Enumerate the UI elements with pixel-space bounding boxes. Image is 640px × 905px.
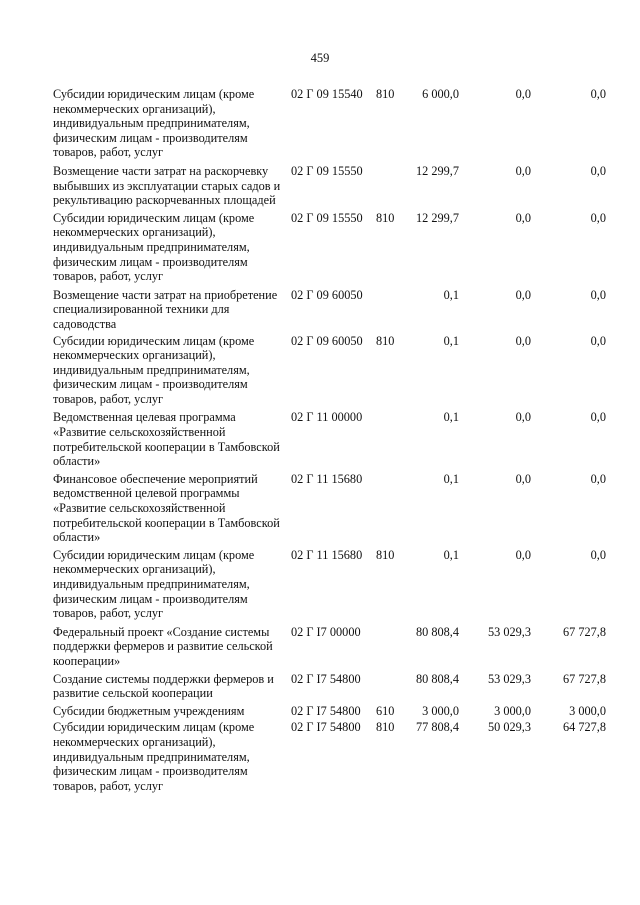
row-value-1: 0,1 <box>443 287 459 302</box>
row-name: Субсидии юридическим лицам (кроме некоммерческих организаций), индивидуальным предпринимателям, физическим лицам - производителям товаров, работ, услуг <box>53 87 255 160</box>
budget-table <box>53 87 606 793</box>
row-code: 02 Г 09 60050 <box>291 333 363 348</box>
row-value-3: 0,0 <box>590 333 606 348</box>
row-name: Субсидии юридическим лицам (кроме некоммерческих организаций), индивидуальным предпринимателям, физическим лицам - производителям товаров, работ, услуг <box>53 333 255 406</box>
table-row <box>53 87 606 160</box>
row-value-2: 53 029,3 <box>487 671 531 686</box>
row-value-3: 0,0 <box>590 410 606 425</box>
row-value-1: 0,1 <box>443 410 459 425</box>
row-value-3: 0,0 <box>590 163 606 178</box>
page-number: 459 <box>310 51 330 65</box>
row-value-2: 0,0 <box>515 547 531 562</box>
row-value-1: 12 299,7 <box>415 210 459 225</box>
row-expense-type <box>376 625 398 669</box>
row-value-3: 0,0 <box>590 87 606 101</box>
row-expense-type: 810 <box>376 87 395 101</box>
row-value-2: 3 000,0 <box>494 703 531 718</box>
table-row <box>53 704 606 719</box>
row-value-2: 0,0 <box>515 87 531 101</box>
row-name: Возмещение части затрат на раскорчевку выбывших из эксплуатации старых садов и рекультивацию раскорчеванных площадей <box>53 163 281 208</box>
row-value-1: 80 808,4 <box>415 624 459 639</box>
row-value-2: 50 029,3 <box>487 720 531 735</box>
row-value-1: 12 299,7 <box>415 163 459 178</box>
row-value-2: 0,0 <box>515 210 531 225</box>
table-row <box>53 288 606 332</box>
row-expense-type: 610 <box>376 703 395 718</box>
row-expense-type: 810 <box>376 333 395 348</box>
table-row <box>53 625 606 669</box>
table-row <box>53 548 606 621</box>
row-name: Создание системы поддержки фермеров и развитие сельской кооперации <box>53 671 274 701</box>
row-value-1: 6 000,0 <box>422 87 459 101</box>
row-expense-type <box>376 288 398 332</box>
table-row <box>53 164 606 208</box>
row-code: 02 Г I7 54800 <box>291 720 361 735</box>
row-value-1: 0,1 <box>443 471 459 486</box>
row-value-3: 64 727,8 <box>562 720 606 735</box>
row-value-2: 0,0 <box>515 410 531 425</box>
row-value-3: 67 727,8 <box>562 671 606 686</box>
table-row <box>53 211 606 284</box>
row-code: 02 Г I7 00000 <box>291 624 361 639</box>
row-expense-type: 810 <box>376 547 395 562</box>
row-code: 02 Г 11 00000 <box>291 410 363 425</box>
table-row <box>53 410 606 468</box>
row-code: 02 Г 09 15540 <box>291 87 363 101</box>
table-row <box>53 720 606 793</box>
row-code: 02 Г 11 15680 <box>291 471 363 486</box>
row-code: 02 Г I7 54800 <box>291 703 361 718</box>
row-code: 02 Г 09 60050 <box>291 287 363 302</box>
row-name: Федеральный проект «Создание системы поддержки фермеров и развитие сельской кооперации» <box>53 624 273 668</box>
row-value-3: 0,0 <box>590 547 606 562</box>
row-value-3: 3 000,0 <box>569 703 606 718</box>
table-row <box>53 672 606 701</box>
row-expense-type <box>376 672 398 701</box>
row-value-1: 77 808,4 <box>415 720 459 735</box>
row-name: Субсидии бюджетным учреждениям <box>53 703 245 718</box>
row-expense-type <box>376 410 398 468</box>
row-code: 02 Г I7 54800 <box>291 671 361 686</box>
row-value-1: 0,1 <box>443 547 459 562</box>
row-value-2: 53 029,3 <box>487 624 531 639</box>
table-row <box>53 334 606 407</box>
row-value-3: 0,0 <box>590 471 606 486</box>
row-name: Субсидии юридическим лицам (кроме некоммерческих организаций), индивидуальным предпринимателям, физическим лицам - производителям товаров, работ, услуг <box>53 210 255 284</box>
row-value-2: 0,0 <box>515 287 531 302</box>
row-code: 02 Г 09 15550 <box>291 210 363 225</box>
row-expense-type <box>376 164 398 208</box>
row-expense-type <box>376 472 398 545</box>
row-name: Субсидии юридическим лицам (кроме некоммерческих организаций), индивидуальным предпринимателям, физическим лицам - производителям товаров, работ, услуг <box>53 720 255 793</box>
row-value-1: 3 000,0 <box>422 703 459 718</box>
row-value-3: 0,0 <box>590 287 606 302</box>
row-value-1: 80 808,4 <box>415 671 459 686</box>
row-name: Ведомственная целевая программа «Развитие сельскохозяйственной потребительской кооперации в Тамбовской области» <box>53 410 280 469</box>
row-code: 02 Г 11 15680 <box>291 547 363 562</box>
row-value-1: 0,1 <box>443 333 459 348</box>
row-name: Субсидии юридическим лицам (кроме некоммерческих организаций), индивидуальным предпринимателям, физическим лицам - производителям товаров, работ, услуг <box>53 547 255 621</box>
row-name: Финансовое обеспечение мероприятий ведомственной целевой программы «Развитие сельскохозяйственной потребительской кооперации в Тамбовской области» <box>53 471 280 545</box>
row-value-2: 0,0 <box>515 163 531 178</box>
table-row <box>53 472 606 545</box>
row-expense-type: 810 <box>376 210 395 225</box>
row-value-3: 67 727,8 <box>562 624 606 639</box>
row-value-2: 0,0 <box>515 333 531 348</box>
row-code: 02 Г 09 15550 <box>291 163 363 178</box>
row-value-2: 0,0 <box>515 471 531 486</box>
row-name: Возмещение части затрат на приобретение специализированной техники для садоводства <box>53 287 278 331</box>
row-value-3: 0,0 <box>590 210 606 225</box>
row-expense-type: 810 <box>376 720 395 735</box>
